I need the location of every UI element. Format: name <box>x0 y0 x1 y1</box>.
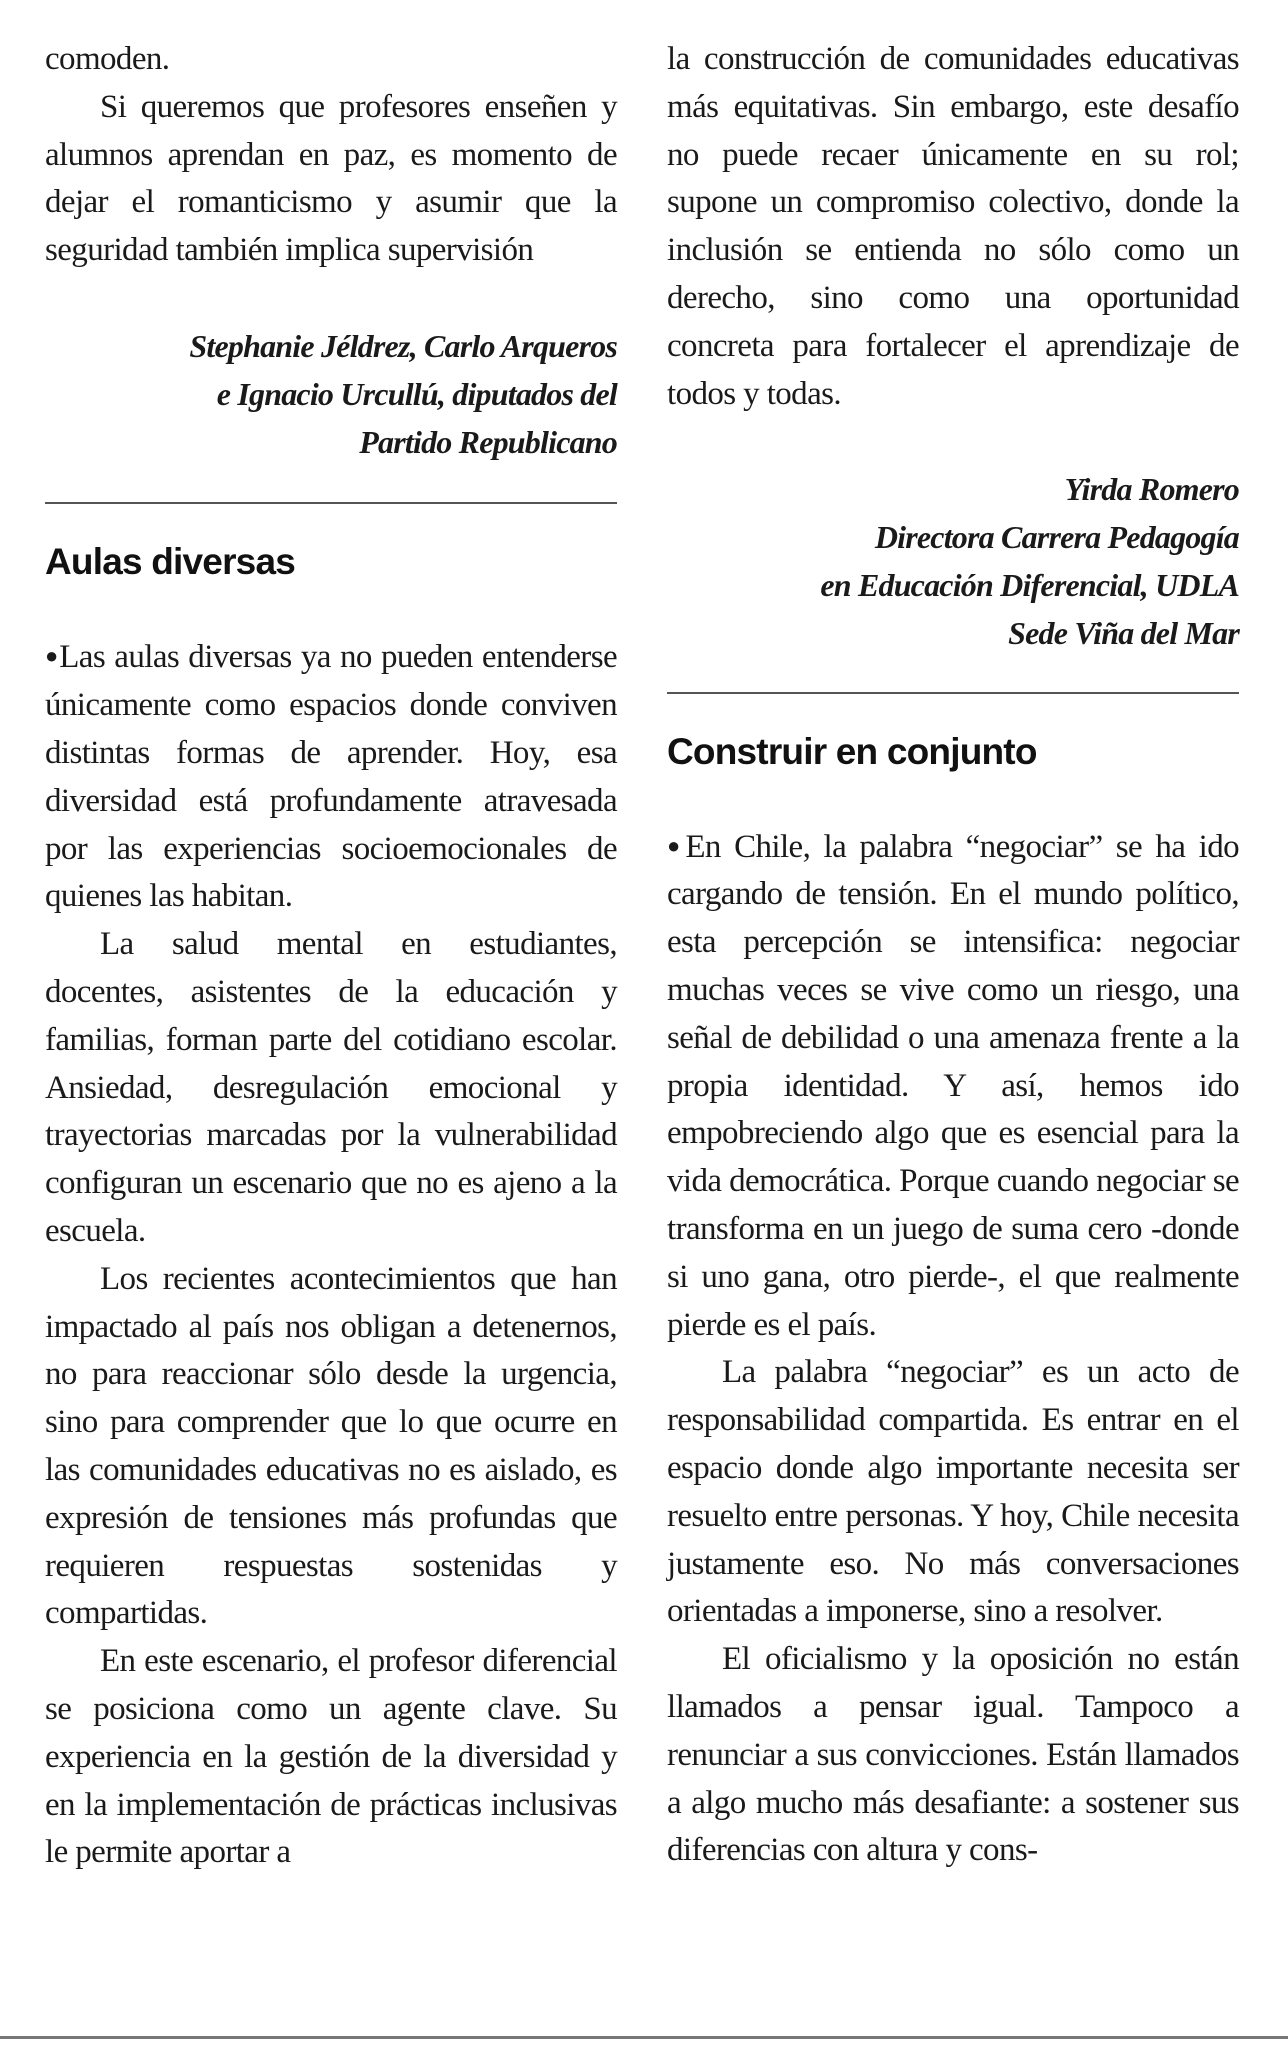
signature-line: Directora Carrera Pedagogía <box>874 519 1239 556</box>
section-title-aulas-diversas: Aulas diversas <box>45 541 296 583</box>
article-paragraph <box>667 822 1239 1350</box>
article-paragraph <box>45 632 617 921</box>
right-signature <box>667 466 1239 657</box>
signature-line: Partido Republicano <box>359 423 617 460</box>
article-paragraph: En este escenario, el profesor diferencial se posiciona como un agente clave. Su experiencia en la gestión de la diversidad y en la implementación de prácticas inclusivas le permite aportar a <box>45 1643 617 1871</box>
signature-line: Stephanie Jéldrez, Carlo Arqueros <box>189 327 617 364</box>
article-paragraph: Los recientes acontecimientos que han impactado al país nos obligan a detenernos, no para reaccionar sólo desde la urgencia, sino para comprender que lo que ocurre en las comunidades educativas no es aislado, es expresión de tensiones más profundas que requieren respuestas sostenidas y compartidas. <box>45 1260 617 1632</box>
right-column <box>667 36 1239 1875</box>
paragraph-text: Las aulas diversas ya no pueden entenderse únicamente como espacios donde conviven distintas formas de aprender. Hoy, esa diversidad está profundamente atravesada por las experiencias socioemocionales de quienes las habitan. <box>45 639 617 915</box>
signature-line: en Educación Diferencial, UDLA <box>820 566 1239 603</box>
bullet-icon: ● <box>45 643 60 669</box>
article-paragraph: El oficialismo y la oposición no están llamados a pensar igual. Tampoco a renunciar a sus convicciones. Están llamados a algo mucho más desafiante: a sostener sus diferencias con altura y cons- <box>667 1641 1239 1869</box>
left-column <box>45 36 617 1877</box>
left-top-tail: comoden. <box>45 41 170 77</box>
signature-line: e Ignacio Urcullú, diputados del <box>216 375 617 412</box>
section-title-construir-en-conjunto: Construir en conjunto <box>667 730 1037 772</box>
left-top-paragraph: Si queremos que profesores enseñen y alumnos aprendan en paz, es momento de dejar el romanticismo y asumir que la seguridad también implica supervisión <box>45 88 617 269</box>
paragraph-text: En Chile, la palabra “negociar” se ha ido cargando de tensión. En el mundo político, esta percepción se intensifica: negociar muchas veces se vive como un riesgo, una señal de debilidad o una amenaza frente a la propia identidad. Y así, hemos ido empobreciendo algo que es esencial para la vida democrática. Porque cuando negociar se transforma en un juego de suma cero -donde si uno gana, otro pierde-, el que realmente pierde es el país. <box>667 828 1239 1343</box>
left-signature <box>45 323 617 466</box>
bullet-icon: ● <box>667 832 686 858</box>
right-top-paragraph: la construcción de comunidades educativas más equitativas. Sin embargo, este desafío no puede recaer únicamente en su rol; supone un compromiso colectivo, donde la inclusión se entienda no sólo como un derecho, sino como una oportunidad concreta para fortalecer el aprendizaje de todos y todas. <box>667 41 1239 412</box>
signature-line: Sede Viña del Mar <box>1008 614 1239 651</box>
signature-line: Yirda Romero <box>1064 471 1239 508</box>
article-paragraph: La palabra “negociar” es un acto de responsabilidad compartida. Es entrar en el espacio donde algo importante necesita ser resuelto entre personas. Y hoy, Chile necesita justamente eso. No más conversaciones orientadas a imponerse, sino a resolver. <box>667 1354 1239 1630</box>
page-bottom-border <box>0 2036 1288 2039</box>
article-paragraph: La salud mental en estudiantes, docentes, asistentes de la educación y familias, forman parte del cotidiano escolar. Ansiedad, desregulación emocional y trayectorias marcadas por la vulnerabilidad configuran un escenario que no es ajeno a la escuela. <box>45 926 617 1249</box>
spacer <box>45 275 617 323</box>
